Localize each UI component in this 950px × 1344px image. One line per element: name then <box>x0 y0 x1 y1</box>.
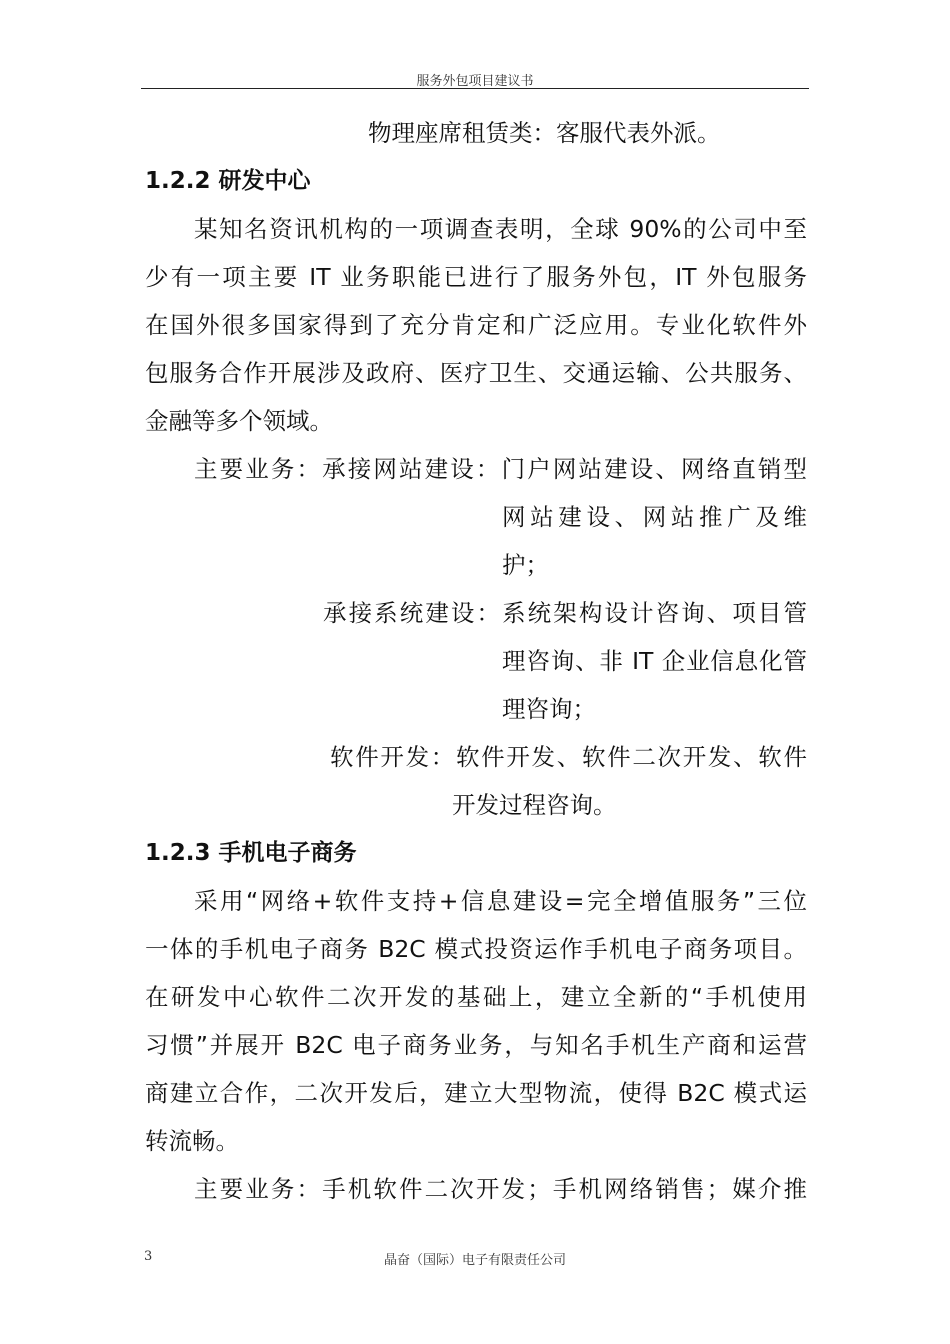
business-line: 理咨询； <box>502 695 596 723</box>
business-line: 主要业务：手机软件二次开发；手机网络销售；媒介推 <box>194 1175 807 1203</box>
page-number: 3 <box>144 1249 153 1264</box>
footer-company: 晶奋（国际）电子有限责任公司 <box>383 1253 566 1268</box>
paragraph-line: 习惯”并展开 B2C 电子商务业务，与知名手机生产商和运营 <box>145 1031 807 1059</box>
paragraph-line: 在国外很多国家得到了充分肯定和广泛应用。专业化软件外 <box>145 311 807 339</box>
paragraph-line: 转流畅。 <box>145 1127 239 1155</box>
section-heading-1-2-3: 1.2.3 手机电子商务 <box>145 840 357 866</box>
business-line: 护； <box>502 551 549 579</box>
paragraph-line: 包服务合作开展涉及政府、医疗卫生、交通运输、公共服务、 <box>145 359 807 387</box>
paragraph-line: 某知名资讯机构的一项调查表明，全球 90%的公司中至 <box>194 215 807 243</box>
paragraph-line: 采用“网络+软件支持+信息建设=完全增值服务”三位 <box>194 887 807 915</box>
text-line: 物理座席租赁类：客服代表外派。 <box>368 119 721 147</box>
business-line: 软件开发：软件开发、软件二次开发、软件 <box>330 743 807 771</box>
business-line: 网站建设、网站推广及维 <box>502 503 807 531</box>
paragraph-line: 商建立合作，二次开发后，建立大型物流，使得 B2C 模式运 <box>145 1079 807 1107</box>
business-line: 主要业务：承接网站建设：门户网站建设、网络直销型 <box>194 455 807 483</box>
business-line: 开发过程咨询。 <box>452 791 617 819</box>
page-header-title: 服务外包项目建议书 <box>416 74 534 89</box>
header-rule <box>141 88 809 89</box>
paragraph-line: 少有一项主要 IT 业务职能已进行了服务外包，IT 外包服务 <box>145 263 807 291</box>
business-line: 理咨询、非 IT 企业信息化管 <box>502 647 807 675</box>
paragraph-line: 在研发中心软件二次开发的基础上，建立全新的“手机使用 <box>145 983 807 1011</box>
paragraph-line: 一体的手机电子商务 B2C 模式投资运作手机电子商务项目。 <box>145 935 807 963</box>
section-heading-1-2-2: 1.2.2 研发中心 <box>145 168 311 194</box>
business-line: 承接系统建设：系统架构设计咨询、项目管 <box>323 599 807 627</box>
paragraph-line: 金融等多个领域。 <box>145 407 333 435</box>
